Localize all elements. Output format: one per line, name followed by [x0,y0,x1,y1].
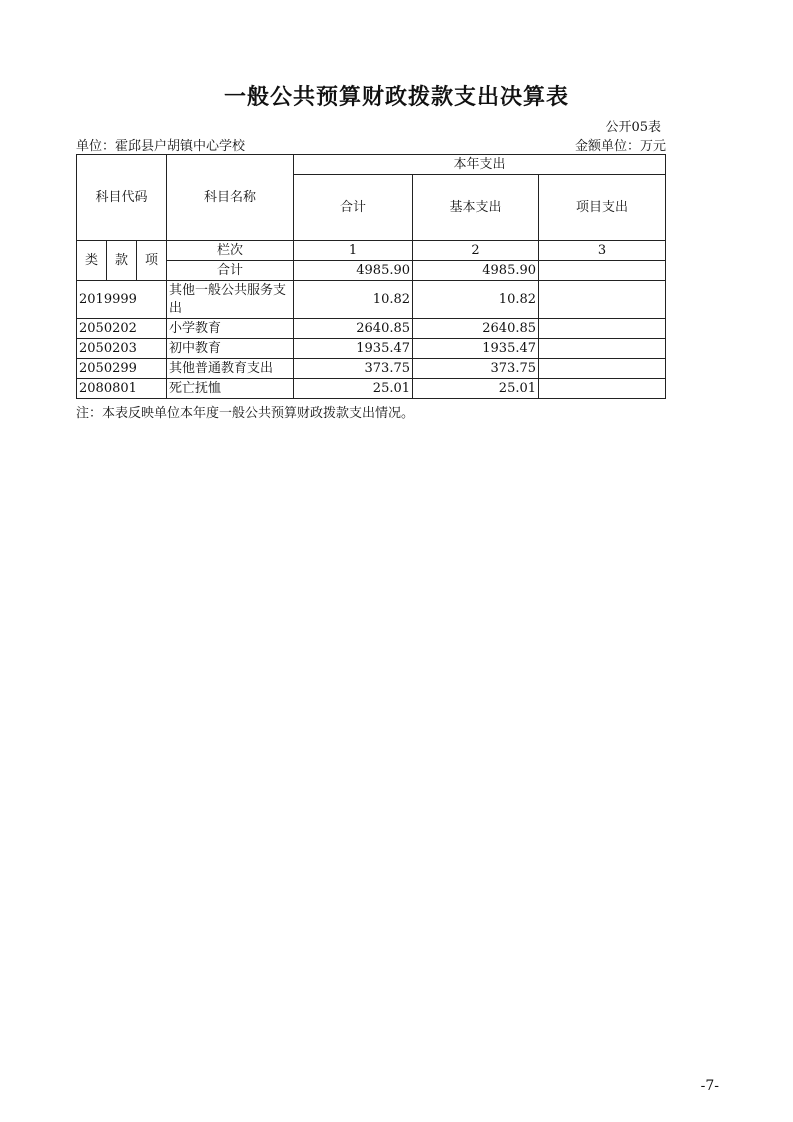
total-project [539,261,666,281]
header-code: 科目代码 [77,155,167,241]
row-project [539,319,666,339]
row-name: 其他一般公共服务支出 [167,281,294,319]
table-row [77,319,666,339]
expenditure-table [76,154,666,399]
table-row [77,359,666,379]
table-row [77,339,666,359]
page-title: 一般公共预算财政拨款支出决算表 [223,85,569,110]
row-total: 25.01 [294,379,413,399]
row-code: 2080801 [77,379,167,399]
row-code: 2050203 [77,339,167,359]
table-row [77,379,666,399]
table-row [77,281,666,319]
header-total: 合计 [294,175,413,241]
row-basic: 1935.47 [413,339,539,359]
amount-unit: 金额单位：万元 [574,139,666,154]
row-project [539,379,666,399]
header-name: 科目名称 [167,155,294,241]
header-current-year: 本年支出 [294,155,666,175]
row-project [539,339,666,359]
row-total: 1935.47 [294,339,413,359]
row-basic: 25.01 [413,379,539,399]
row-total: 2640.85 [294,319,413,339]
table-note: 注：本表反映单位本年度一般公共预算财政拨款支出情况。 [76,406,415,421]
row-name: 小学教育 [167,319,294,339]
header-kuan: 款 [107,241,137,281]
header-lanci: 栏次 [167,241,294,261]
row-code: 2050202 [77,319,167,339]
row-basic: 373.75 [413,359,539,379]
header-project: 项目支出 [539,175,666,241]
form-number: 公开05表 [605,120,661,135]
row-code: 2050299 [77,359,167,379]
row-total: 10.82 [294,281,413,319]
unit-line [76,135,666,154]
row-basic: 2640.85 [413,319,539,339]
row-total: 373.75 [294,359,413,379]
total-basic: 4985.90 [413,261,539,281]
row-basic: 10.82 [413,281,539,319]
row-name: 其他普通教育支出 [167,359,294,379]
row-code: 2019999 [77,281,167,319]
page-number: -7- [700,1078,719,1094]
row-name: 初中教育 [167,339,294,359]
row-project [539,281,666,319]
header-lei: 类 [77,241,107,281]
total-label: 合计 [167,261,294,281]
row-name: 死亡抚恤 [167,379,294,399]
total-amount: 4985.90 [294,261,413,281]
header-basic: 基本支出 [413,175,539,241]
row-project [539,359,666,379]
col-number-3: 3 [539,241,666,261]
col-number-1: 1 [294,241,413,261]
unit-name: 单位：霍邱县户胡镇中心学校 [76,139,246,154]
header-xiang: 项 [137,241,167,281]
col-number-2: 2 [413,241,539,261]
